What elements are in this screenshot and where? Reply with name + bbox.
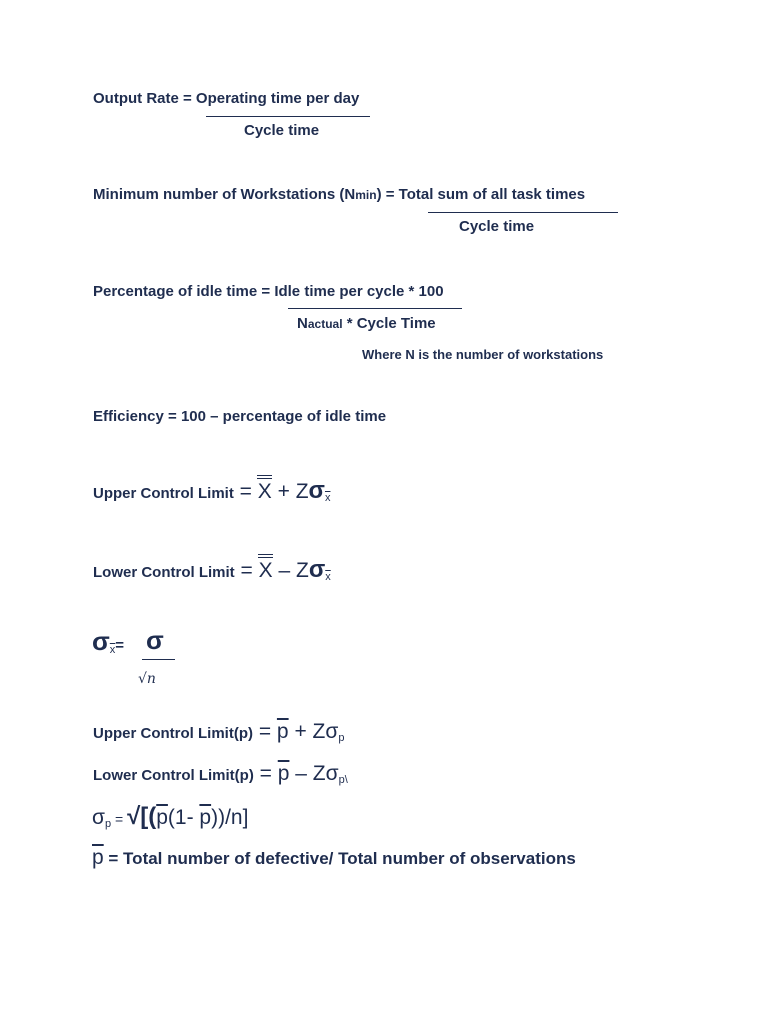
min-workstations-formula xyxy=(93,186,585,204)
pbar-definition xyxy=(92,846,576,871)
ucl-p-label: Upper Control Limit(p) xyxy=(93,725,253,742)
lcl-sub: x xyxy=(325,571,331,583)
output-rate-fraction-bar xyxy=(206,116,370,117)
sigma-xbar-sub: x xyxy=(109,644,116,656)
ucl-sub: x xyxy=(324,492,331,504)
idle-time-den-rest: * Cycle Time xyxy=(342,315,436,332)
sigma-xbar-sigma: σ xyxy=(92,626,110,656)
pbar-definition-p: $\overline{p}$ xyxy=(92,846,104,869)
sigma-p-bracket-open: [( xyxy=(140,803,157,830)
lcl-equals: = xyxy=(234,559,259,582)
sigma-p-sigma: σ xyxy=(92,806,105,829)
sigma-p-sub: p xyxy=(104,818,112,830)
lcl-p-op: – Zσ xyxy=(289,762,339,785)
ucl-x: X xyxy=(257,480,272,503)
idle-time-den-sub: actual xyxy=(307,317,343,331)
sigma-p-equals: = xyxy=(111,811,128,827)
output-rate-numerator: Operating time per day xyxy=(195,90,360,107)
ucl-p-equals: = xyxy=(252,720,277,743)
lcl-p-formula xyxy=(93,761,348,790)
ucl-xbarbar xyxy=(258,480,272,503)
lcl-bar-1 xyxy=(258,554,273,555)
idle-time-lhs: Percentage of idle time = xyxy=(93,283,275,300)
ucl-p-formula xyxy=(93,719,344,748)
output-rate-lhs: Output Rate = xyxy=(93,90,196,107)
lcl-xbarbar xyxy=(259,559,273,582)
idle-time-fraction-bar xyxy=(288,308,462,309)
lcl-formula xyxy=(93,557,331,587)
idle-time-formula xyxy=(93,283,444,301)
min-workstations-lhs-prefix: Minimum number of Workstations (N xyxy=(93,186,356,203)
idle-time-numerator: Idle time per cycle * 100 xyxy=(274,283,444,300)
sigma-p-close: ))/n] xyxy=(211,806,249,829)
ucl-bar-1 xyxy=(257,475,272,476)
lcl-op: – Z xyxy=(272,559,309,582)
idle-time-den-n: N xyxy=(297,315,308,332)
lcl-bar-2 xyxy=(258,557,273,558)
sigma-p-sqrt: √ xyxy=(127,803,141,830)
lcl-p-label: Lower Control Limit(p) xyxy=(93,767,254,784)
ucl-p-pbar: $\overline{p}$ xyxy=(276,720,289,743)
ucl-op: + Z xyxy=(271,480,309,503)
lcl-label: Lower Control Limit xyxy=(93,564,235,581)
lcl-sigma: σ xyxy=(308,556,326,583)
sigma-xbar-denominator: √n xyxy=(138,671,156,687)
ucl-formula xyxy=(93,478,330,508)
pbar-definition-text: = Total number of defective/ Total number of observations xyxy=(103,849,576,868)
efficiency-formula: Efficiency = 100 – percentage of idle time xyxy=(93,408,387,425)
sigma-xbar-lhs xyxy=(92,626,124,662)
ucl-label: Upper Control Limit xyxy=(93,485,234,502)
lcl-x: X xyxy=(258,559,273,582)
lcl-p-pbar: $\overline{p}$ xyxy=(277,762,290,785)
output-rate-formula xyxy=(93,90,359,108)
min-workstations-lhs-sub: min xyxy=(355,188,377,202)
output-rate-denominator: Cycle time xyxy=(244,122,320,139)
ucl-p-op: + Zσ xyxy=(288,720,339,743)
ucl-bar-2 xyxy=(257,478,272,479)
min-workstations-fraction-bar xyxy=(428,212,618,213)
lcl-p-equals: = xyxy=(253,762,278,785)
sigma-xbar-fraction-bar xyxy=(142,659,175,660)
sigma-xbar-equals: = xyxy=(115,637,125,654)
sigma-p-pbar-1: $\overline{p}$ xyxy=(156,806,168,829)
sigma-xbar-numerator: σ xyxy=(146,625,164,655)
min-workstations-denominator: Cycle time xyxy=(459,218,535,235)
ucl-equals: = xyxy=(233,480,258,503)
min-workstations-numerator: Total sum of all task times xyxy=(398,186,586,203)
ucl-p-sub: p xyxy=(338,732,345,744)
min-workstations-lhs-suffix: ) = xyxy=(376,186,399,203)
sigma-p-pbar-2: $\overline{p}$ xyxy=(199,806,212,829)
idle-time-note: Where N is the number of workstations xyxy=(362,347,604,362)
sigma-p-formula xyxy=(92,802,248,836)
ucl-sigma: σ xyxy=(308,477,325,504)
lcl-p-sub: p\ xyxy=(338,774,348,786)
sigma-p-mid: (1- xyxy=(167,806,200,829)
idle-time-denominator xyxy=(297,315,436,333)
